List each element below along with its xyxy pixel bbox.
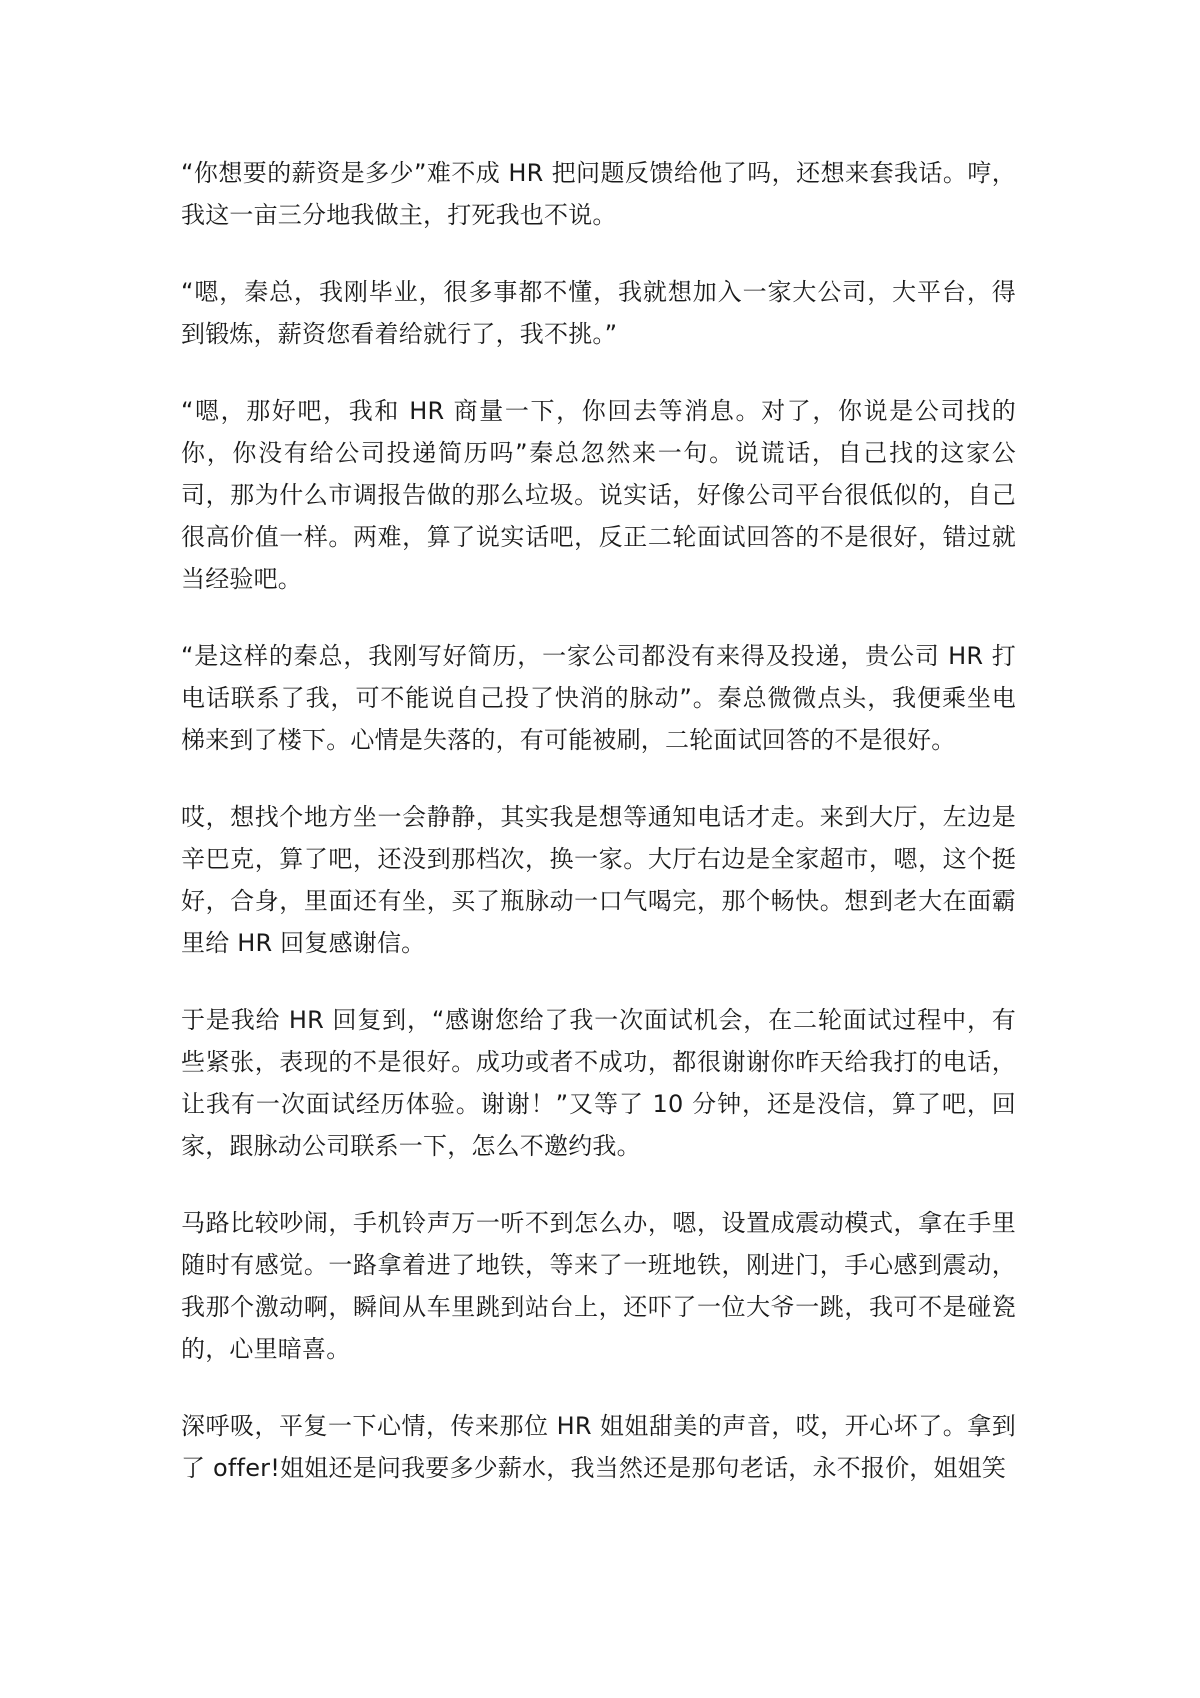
paragraph-7: 马路比较吵闹，手机铃声万一听不到怎么办，嗯，设置成震动模式，拿在手里随时有感觉。一路拿着进了地铁，等来了一班地铁，刚进门，手心感到震动，我那个激动啊，瞬间从车里跳到站台上，还吓了一位大爷一跳，我可不是碰瓷的，心里暗喜。 xyxy=(181,1209,1016,1363)
paragraph-8: 深呼吸，平复一下心情，传来那位 HR 姐姐甜美的声音，哎，开心坏了。拿到了 offer!姐姐还是问我要多少薪水，我当然还是那句老话，永不报价，姐姐笑 xyxy=(181,1412,1016,1482)
paragraph-3: “嗯，那好吧，我和 HR 商量一下，你回去等消息。对了，你说是公司找的你，你没有给公司投递简历吗”秦总忽然来一句。说谎话，自己找的这家公司，那为什么市调报告做的那么垃圾。说实话，好像公司平台很低似的，自己很高价值一样。两难，算了说实话吧，反正二轮面试回答的不是很好，错过就当经验吧。 xyxy=(181,397,1016,593)
paragraph-1: “你想要的薪资是多少”难不成 HR 把问题反馈给他了吗，还想来套我话。哼，我这一亩三分地我做主，打死我也不说。 xyxy=(181,159,1016,229)
paragraph-5: 哎，想找个地方坐一会静静，其实我是想等通知电话才走。来到大厅，左边是辛巴克，算了吧，还没到那档次，换一家。大厅右边是全家超市，嗯，这个挺好，合身，里面还有坐，买了瓶脉动一口气喝完，那个畅快。想到老大在面霸里给 HR 回复感谢信。 xyxy=(181,803,1016,957)
paragraph-2: “嗯，秦总，我刚毕业，很多事都不懂，我就想加入一家大公司，大平台，得到锻炼，薪资您看着给就行了，我不挑。” xyxy=(181,278,1016,348)
paragraph-4: “是这样的秦总，我刚写好简历，一家公司都没有来得及投递，贵公司 HR 打电话联系了我，可不能说自己投了快消的脉动”。秦总微微点头，我便乘坐电梯来到了楼下。心情是失落的，有可能被刷，二轮面试回答的不是很好。 xyxy=(181,642,1016,754)
paragraph-6: 于是我给 HR 回复到，“感谢您给了我一次面试机会，在二轮面试过程中，有些紧张，表现的不是很好。成功或者不成功，都很谢谢你昨天给我打的电话，让我有一次面试经历体验。谢谢！”又等了 10 分钟，还是没信，算了吧，回家，跟脉动公司联系一下，怎么不邀约我。 xyxy=(181,1006,1016,1160)
